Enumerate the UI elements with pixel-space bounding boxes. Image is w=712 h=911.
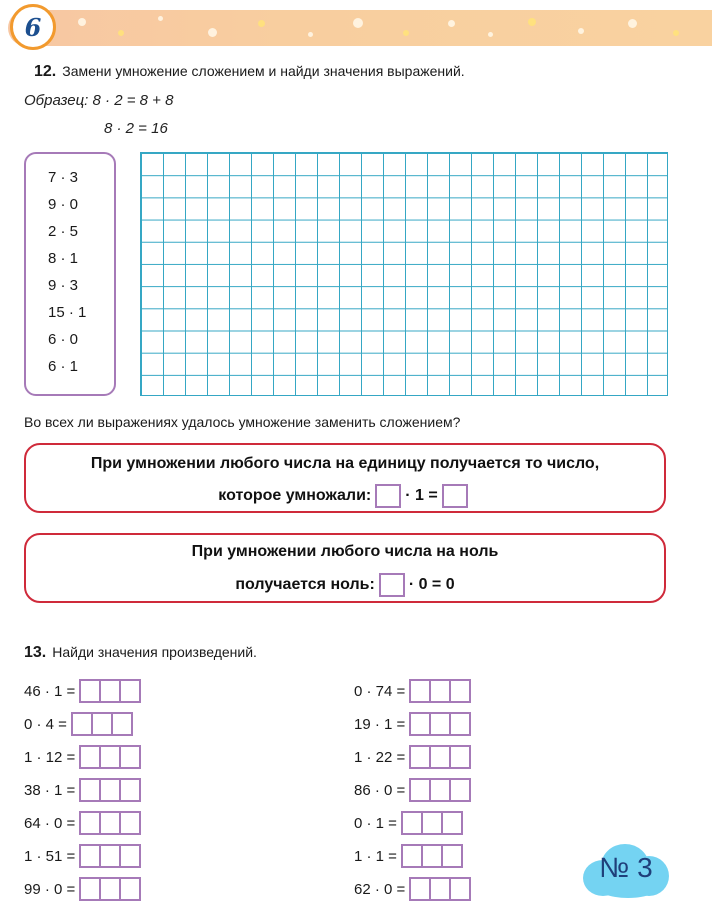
task-12-title — [34, 63, 465, 81]
product-expression: 62 · 0 = — [354, 880, 406, 898]
product-expression: 1 · 1 = — [354, 847, 397, 865]
product-expression: 86 · 0 = — [354, 781, 406, 799]
answer-cells[interactable] — [409, 877, 471, 901]
rule-2-line-1: При умножении любого числа на ноль — [191, 543, 499, 560]
product-row — [354, 877, 471, 901]
product-expression: 1 · 51 = — [24, 847, 76, 865]
variant-badge-label: № 3 — [599, 852, 653, 883]
task-12-number: 12. — [34, 63, 57, 80]
expression-item: 6 · 0 — [48, 331, 79, 348]
product-expression: 0 · 4 = — [24, 715, 67, 733]
expression-item: 15 · 1 — [48, 304, 87, 321]
product-row — [354, 844, 463, 868]
rule-1-line-2 — [26, 483, 664, 509]
product-row — [24, 811, 141, 835]
expression-item: 7 · 3 — [48, 169, 79, 186]
rule-multiply-by-zero — [24, 533, 666, 603]
product-row — [24, 844, 141, 868]
product-expression: 46 · 1 = — [24, 682, 76, 700]
answer-cells[interactable] — [71, 712, 133, 736]
answer-cells[interactable] — [401, 811, 463, 835]
product-row — [24, 712, 133, 736]
rule-1-mid: · 1 = — [405, 487, 438, 504]
answer-cells[interactable] — [401, 844, 463, 868]
product-row — [354, 679, 471, 703]
product-expression: 19 · 1 = — [354, 715, 406, 733]
rule-2-suffix: · 0 = 0 — [408, 576, 455, 593]
answer-grid[interactable] — [140, 152, 668, 396]
product-expression: 1 · 12 = — [24, 748, 76, 766]
answer-cells[interactable] — [79, 778, 141, 802]
product-row — [24, 877, 141, 901]
product-expression: 38 · 1 = — [24, 781, 76, 799]
rule-2-prefix: получается ноль: — [235, 576, 375, 593]
answer-cells[interactable] — [409, 745, 471, 769]
product-expression: 0 · 74 = — [354, 682, 406, 700]
product-expression: 64 · 0 = — [24, 814, 76, 832]
expression-item: 2 · 5 — [48, 223, 79, 240]
product-expression: 99 · 0 = — [24, 880, 76, 898]
rule-1-prefix: которое умножали: — [218, 487, 372, 504]
rule-multiply-by-one — [24, 443, 666, 513]
answer-cells[interactable] — [79, 745, 141, 769]
answer-square[interactable] — [375, 484, 401, 508]
product-row — [354, 712, 471, 736]
task-13-instruction: Найди значения произведений. — [52, 644, 257, 660]
product-row — [24, 745, 141, 769]
expressions-box — [24, 152, 116, 396]
product-row — [354, 811, 463, 835]
answer-cells[interactable] — [409, 778, 471, 802]
rule-1-line-1: При умножении любого числа на единицу получается то число, — [90, 455, 600, 472]
expression-item: 9 · 3 — [48, 277, 79, 294]
product-expression: 0 · 1 = — [354, 814, 397, 832]
product-row — [354, 778, 471, 802]
answer-cells[interactable] — [409, 679, 471, 703]
product-expression: 1 · 22 = — [354, 748, 406, 766]
product-row — [354, 745, 471, 769]
rule-2-line-2 — [26, 572, 664, 598]
expression-item: 8 · 1 — [48, 250, 79, 267]
task-13-number: 13. — [24, 644, 47, 661]
task-12-question: Во всех ли выражениях удалось умножение заменить сложением? — [24, 414, 461, 430]
page-number: 6 — [10, 4, 56, 50]
answer-cells[interactable] — [79, 811, 141, 835]
answer-cells[interactable] — [409, 712, 471, 736]
answer-square[interactable] — [379, 573, 405, 597]
task-12-instruction: Замени умножение сложением и найди значения выражений. — [62, 63, 465, 79]
sample-line-1: Образец: 8 · 2 = 8 + 8 — [24, 92, 174, 109]
product-row — [24, 679, 141, 703]
expression-item: 9 · 0 — [48, 196, 79, 213]
expression-item: 6 · 1 — [48, 358, 79, 375]
answer-square[interactable] — [442, 484, 468, 508]
task-13-title — [24, 644, 257, 662]
header-banner — [8, 10, 712, 46]
sample-line-2: 8 · 2 = 16 — [104, 120, 168, 137]
product-row — [24, 778, 141, 802]
answer-cells[interactable] — [79, 844, 141, 868]
answer-cells[interactable] — [79, 679, 141, 703]
answer-cells[interactable] — [79, 877, 141, 901]
